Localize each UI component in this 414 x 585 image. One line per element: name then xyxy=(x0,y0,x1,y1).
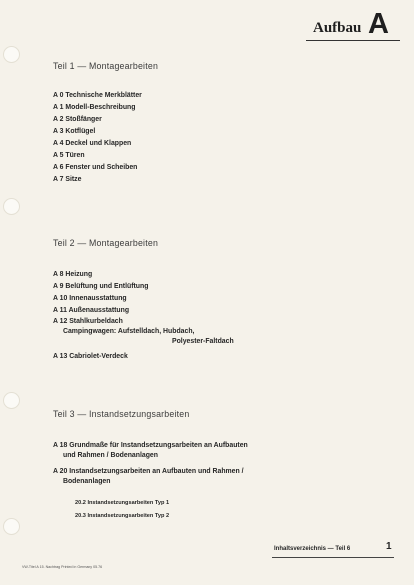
toc-item[interactable] xyxy=(53,317,234,347)
toc-item[interactable]: A 6 Fenster und Scheiben xyxy=(53,164,138,171)
footer-label: Inhaltsverzeichnis — Teil 6 xyxy=(274,546,351,552)
toc-item-line: und Rahmen / Bodenanlagen xyxy=(63,452,158,459)
part-1-heading: Teil 1 — Montagearbeiten xyxy=(53,61,159,71)
toc-item-line: A 20 Instandsetzungsarbeiten an Aufbauten und Rahmen / xyxy=(53,468,244,475)
toc-item-line: A 12 Stahlkurbeldach xyxy=(53,318,123,325)
toc-item-line: Polyester-Faltdach xyxy=(172,338,234,345)
toc-item[interactable]: A 1 Modell-Beschreibung xyxy=(53,104,136,111)
punch-hole xyxy=(3,392,20,409)
part-1-list xyxy=(53,90,142,186)
toc-item[interactable]: A 5 Türen xyxy=(53,152,85,159)
toc-item-line: Bodenanlagen xyxy=(63,478,111,485)
punch-hole xyxy=(3,46,20,63)
toc-subitem[interactable]: 20.3 Instandsetzungsarbeiten Typ 2 xyxy=(75,513,170,519)
part-3-heading: Teil 3 — Instandsetzungsarbeiten xyxy=(53,409,190,419)
toc-item[interactable]: A 7 Sitze xyxy=(53,176,82,183)
toc-item[interactable] xyxy=(53,467,248,487)
toc-item[interactable]: A 8 Heizung xyxy=(53,271,93,278)
toc-item[interactable]: A 13 Cabriolet-Verdeck xyxy=(53,353,128,360)
toc-item[interactable]: A 3 Kotflügel xyxy=(53,128,96,135)
toc-item[interactable] xyxy=(53,441,248,461)
toc-item[interactable]: A 0 Technische Merkblätter xyxy=(53,92,142,99)
punch-hole xyxy=(3,518,20,535)
toc-subitem[interactable]: 20.2 Instandsetzungsarbeiten Typ 1 xyxy=(75,500,170,506)
page-number: 1 xyxy=(386,541,392,552)
toc-item[interactable]: A 2 Stoßfänger xyxy=(53,116,102,123)
toc-item-line: Campingwagen: Aufstelldach, Hubdach, xyxy=(63,328,195,335)
header-rule xyxy=(306,40,400,41)
section-letter: A xyxy=(368,8,389,40)
toc-item[interactable]: A 4 Deckel und Klappen xyxy=(53,140,132,147)
part-2-list xyxy=(53,269,234,363)
toc-item-line: A 18 Grundmaße für Instandsetzungsarbeiten an Aufbauten xyxy=(53,442,248,449)
toc-item[interactable]: A 11 Außenausstattung xyxy=(53,307,130,314)
toc-item[interactable]: A 10 Innenausstattung xyxy=(53,295,127,302)
part-3-list xyxy=(53,441,248,493)
toc-item[interactable]: A 9 Belüftung und Entlüftung xyxy=(53,283,149,290)
print-line: VW-Titel A 15. Nachtrag Printed in Germany 05.76 xyxy=(22,565,103,569)
part-2-heading: Teil 2 — Montagearbeiten xyxy=(53,238,159,248)
footer-rule xyxy=(272,557,394,558)
punch-hole xyxy=(3,198,20,215)
page-title: Aufbau xyxy=(313,20,362,36)
part-3-sublist xyxy=(75,497,169,523)
